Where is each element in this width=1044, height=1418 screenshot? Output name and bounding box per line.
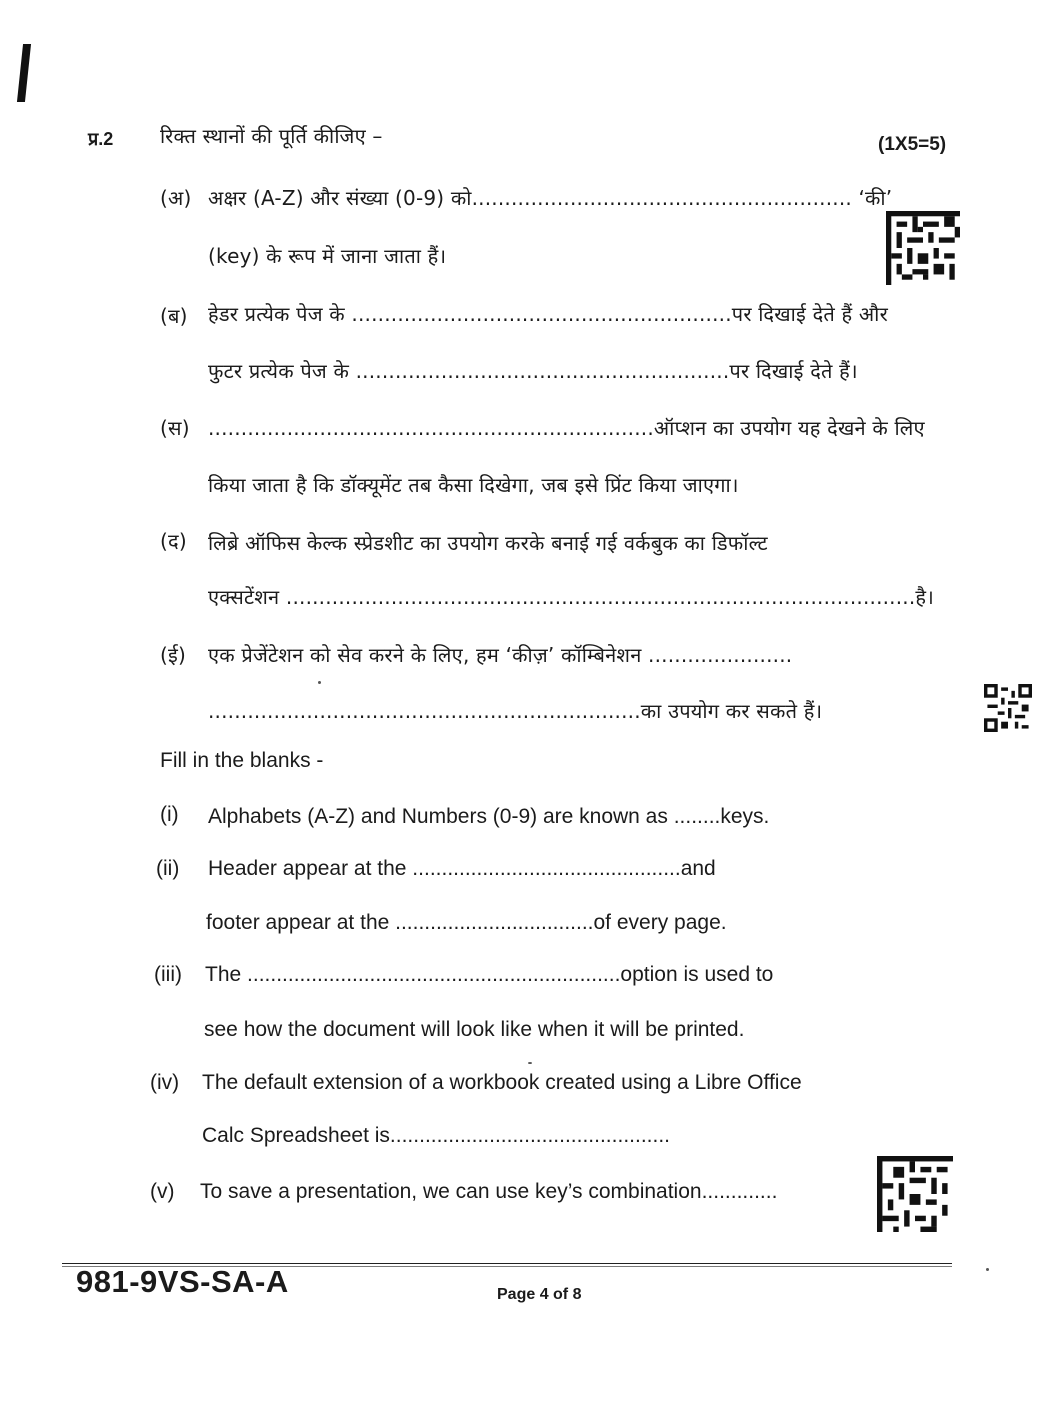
hindi-item-c-line1: ....................................................................ऑप्शन का उपयोग यह देखने के लिए bbox=[208, 416, 925, 440]
english-item-ii-line2: footer appear at the ..................................of every page. bbox=[206, 911, 727, 934]
english-item-iii-line1: The ................................................................option is used to bbox=[205, 963, 774, 986]
hindi-item-b-line1: हेडर प्रत्येक पेज के ..........................................................पर दिखाई देते हैं और bbox=[208, 302, 888, 326]
english-item-label-iv: (iv) bbox=[150, 1071, 180, 1094]
qr-code-icon bbox=[877, 1156, 953, 1232]
hindi-item-label-a: (अ) bbox=[160, 186, 192, 210]
scan-speck bbox=[528, 1062, 532, 1064]
hindi-item-c-line2: किया जाता है कि डॉक्यूमेंट तब कैसा दिखेगा, जब इसे प्रिंट किया जाएगा। bbox=[208, 473, 739, 497]
hindi-item-e-line2: ..................................................................का उपयोग कर सकते हैं। bbox=[208, 699, 823, 723]
qr-code-icon bbox=[886, 211, 960, 285]
english-item-i-line1: Alphabets (A-Z) and Numbers (0-9) are known as ........keys. bbox=[208, 805, 770, 828]
scan-corner-mark bbox=[17, 44, 31, 102]
paper-code: 981-9VS-SA-A bbox=[76, 1264, 289, 1299]
qr-code-icon bbox=[984, 684, 1032, 732]
question-number: प्र.2 bbox=[88, 129, 114, 149]
marks-allotment: (1X5=5) bbox=[878, 134, 947, 155]
hindi-item-label-b: (ब) bbox=[160, 304, 188, 328]
hindi-item-d-line1: लिब्रे ऑफिस केल्क स्प्रेडशीट का उपयोग करके बनाई गई वर्कबुक का डिफॉल्ट bbox=[208, 531, 768, 555]
english-item-label-v: (v) bbox=[150, 1180, 175, 1203]
english-item-label-i: (i) bbox=[160, 803, 179, 826]
english-item-iii-line2: see how the document will look like when it will be printed. bbox=[204, 1018, 745, 1041]
page-number: Page 4 of 8 bbox=[497, 1286, 582, 1303]
hindi-item-label-c: (स) bbox=[160, 416, 190, 440]
english-item-iv-line2: Calc Spreadsheet is................................................ bbox=[202, 1124, 670, 1147]
english-item-v-line1: To save a presentation, we can use key’s combination............. bbox=[200, 1180, 778, 1203]
english-item-label-iii: (iii) bbox=[154, 963, 182, 986]
scan-speck bbox=[986, 1268, 989, 1271]
hindi-item-label-d: (द) bbox=[160, 529, 187, 553]
hindi-item-a-line1: अक्षर (A-Z) और संख्या (0-9) को.......................................................... ‘की’ bbox=[208, 186, 893, 210]
english-item-label-ii: (ii) bbox=[156, 857, 180, 880]
scan-speck bbox=[318, 681, 321, 684]
hindi-item-a-line2: (key) के रूप में जाना जाता हैं। bbox=[208, 244, 447, 268]
hindi-instruction: रिक्त स्थानों की पूर्ति कीजिए – bbox=[160, 124, 383, 148]
hindi-item-label-e: (ई) bbox=[160, 643, 187, 667]
hindi-item-d-line2: एक्सटेंशन ................................................................................................है। bbox=[208, 585, 935, 609]
english-heading: Fill in the blanks - bbox=[160, 749, 324, 772]
english-item-ii-line1: Header appear at the ..............................................and bbox=[208, 857, 716, 880]
hindi-item-e-line1: एक प्रेजेंटेशन को सेव करने के लिए, हम ‘कीज़’ कॉम्बिनेशन ...................... bbox=[208, 643, 793, 667]
hindi-item-b-line2: फुटर प्रत्येक पेज के .........................................................पर दिखाई देते हैं। bbox=[208, 359, 858, 383]
english-item-iv-line1: The default extension of a workbook created using a Libre Office bbox=[202, 1071, 802, 1094]
